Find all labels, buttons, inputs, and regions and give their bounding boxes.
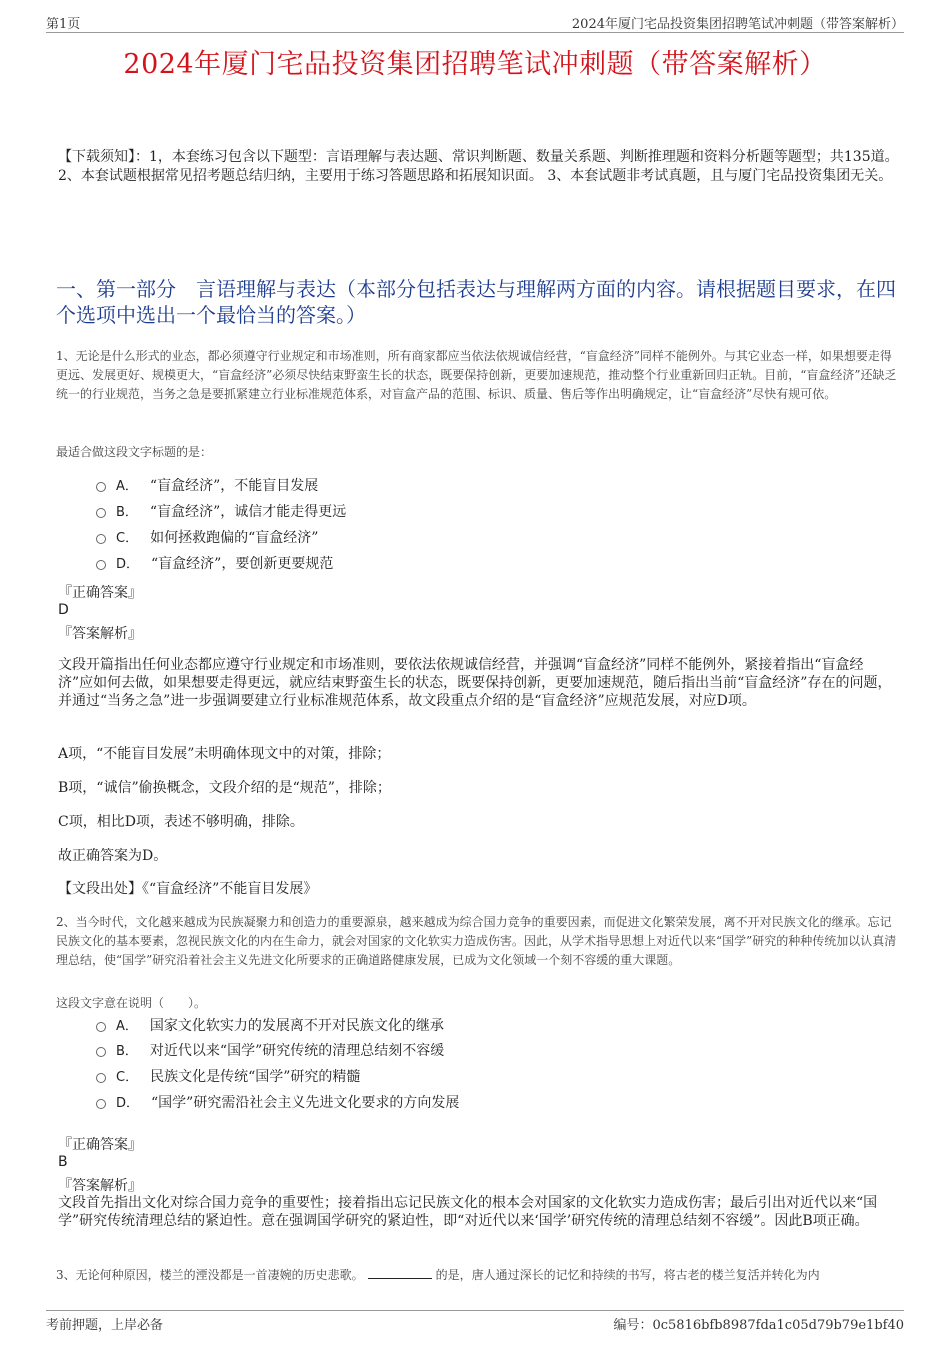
radio-icon[interactable] (96, 1073, 106, 1083)
radio-icon[interactable] (96, 534, 106, 544)
question-1-stem: 1、无论是什么形式的业态，都必须遵守行业规定和市场准则，所有商家都应当依法依规诚信经营，“盲盒经济”同样不能例外。与其它业态一样，如果想要走得更远、发展更好、规模更大，“盲盒经济”必须尽快结束野蛮生长的状态，既要保持创新，更要加速规范，推动整个行业重新回归正轨。目前，“盲盒经济”还缺乏统一的行业规范，当务之急是要抓紧建立行业标准规范体系，对盲盒产品的范围、标识、质量、售后等作出明确规定，让“盲盒经济”尽快有规可依。 (56, 349, 897, 401)
q1-note-b: B项，“诚信”偷换概念，文段介绍的是“规范”，排除； (58, 780, 391, 796)
q1-option-d[interactable]: D． “盲盒经济”，要创新更要规范 (96, 554, 333, 574)
radio-icon[interactable] (96, 1047, 106, 1057)
radio-icon[interactable] (96, 482, 106, 492)
footer-doc-id: 编号：0c5816bfb8987fda1c05d79b79e1bf40 (613, 1318, 904, 1333)
q1-option-c[interactable]: C． 如何拯救跑偏的“盲盒经济” (96, 528, 318, 548)
q1-note-c: C项，相比D项，表述不够明确，排除。 (58, 814, 304, 830)
q2-analysis: 文段首先指出文化对综合国力竞争的重要性；接着指出忘记民族文化的根本会对国家的文化软实力造成伤害；最后引出对近代以来“国学”研究传统清理总结的紧迫性。意在强调国学研究的紧迫性，即“对近代以来‘国学’研究传统的清理总结刻不容缓”。因此B项正确。 (58, 1195, 878, 1229)
q2-answer: B (58, 1154, 68, 1170)
q1-conclusion: 故正确答案为D。 (58, 848, 168, 864)
q1-analysis: 文段开篇指出任何业态都应遵守行业规定和市场准则，要依法依规诚信经营，并强调“盲盒经济”同样不能例外，紧接着指出“盲盒经济”应如何去做，如果想要走得更远，就应结束野蛮生长的状态，既要保持创新，更要加速规范，随后指出当前“盲盒经济”存在的问题，并通过“当务之急”进一步强调要建立行业标准规范体系，故文段重点介绍的是“盲盒经济”应规范发展，对应D项。 (58, 657, 892, 709)
section-heading: 一、第一部分 言语理解与表达（本部分包括表达与理解两方面的内容。请根据题目要求，在四个选项中选出一个最恰当的答案。） (56, 277, 896, 327)
fill-blank[interactable] (368, 1266, 432, 1279)
q1-answer-label: 『正确答案』 (58, 585, 142, 601)
q2-option-b[interactable]: B． 对近代以来“国学”研究传统的清理总结刻不容缓 (96, 1041, 444, 1061)
q1-answer: D (58, 602, 69, 618)
header-divider (46, 32, 904, 33)
radio-icon[interactable] (96, 1022, 106, 1032)
q1-option-b[interactable]: B． “盲盒经济”，诚信才能走得更远 (96, 502, 346, 522)
q2-answer-label: 『正确答案』 (58, 1137, 142, 1153)
header-doc-title: 2024年厦门宅品投资集团招聘笔试冲刺题（带答案解析） (571, 17, 904, 32)
footer-divider (46, 1310, 904, 1311)
question-2-stem: 2、当今时代，文化越来越成为民族凝聚力和创造力的重要源泉，越来越成为综合国力竞争的重要因素，而促进文化繁荣发展，离不开对民族文化的继承。忘记民族文化的基本要素，忽视民族文化的内在生命力，就会对国家的文化软实力造成伤害。因此，从学术指导思想上对近代以来“国学”研究的种种传统加以认真清理总结，使“国学”研究沿着社会主义先进文化所要求的正确道路健康发展，已成为文化领域一个刻不容缓的重大课题。 (56, 915, 897, 967)
footer-slogan: 考前押题，上岸必备 (46, 1318, 164, 1333)
page-number: 第1页 (46, 17, 81, 32)
q2-option-c[interactable]: C． 民族文化是传统“国学”研究的精髓 (96, 1067, 360, 1087)
question-2-prompt: 这段文字意在说明（ ）。 (56, 996, 207, 1010)
q1-option-a[interactable]: A． “盲盒经济”，不能盲目发展 (96, 476, 318, 496)
radio-icon[interactable] (96, 508, 106, 518)
radio-icon[interactable] (96, 1099, 106, 1109)
q1-note-a: A项，“不能盲目发展”未明确体现文中的对策，排除； (58, 746, 391, 762)
question-3-stem: 3、无论何种原因，楼兰的湮没都是一首凄婉的历史悲歌。 的是，唐人通过深长的记忆和持续的书写，将古老的楼兰复活并转化为内 (56, 1268, 820, 1282)
download-notice: 【下载须知】：1，本套练习包含以下题型：言语理解与表达题、常识判断题、数量关系题、判断推理题和资料分析题等题型；共135道。 2、本套试题根据常见招考题总结归纳，主要用于练习答题思路和拓展知识面。 3、本套试题非考试真题，且与厦门宅品投资集团无关。 (58, 149, 899, 184)
q1-source: 【文段出处】《“盲盒经济”不能盲目发展》 (58, 881, 318, 897)
q2-option-a[interactable]: A． 国家文化软实力的发展离不开对民族文化的继承 (96, 1016, 444, 1036)
question-1-prompt: 最适合做这段文字标题的是： (56, 445, 213, 459)
q2-analysis-label: 『答案解析』 (58, 1178, 142, 1194)
q1-analysis-label: 『答案解析』 (58, 626, 142, 642)
radio-icon[interactable] (96, 560, 106, 570)
q2-option-d[interactable]: D． “国学”研究需沿社会主义先进文化要求的方向发展 (96, 1093, 459, 1113)
document-title: 2024年厦门宅品投资集团招聘笔试冲刺题（带答案解析） (123, 49, 827, 80)
